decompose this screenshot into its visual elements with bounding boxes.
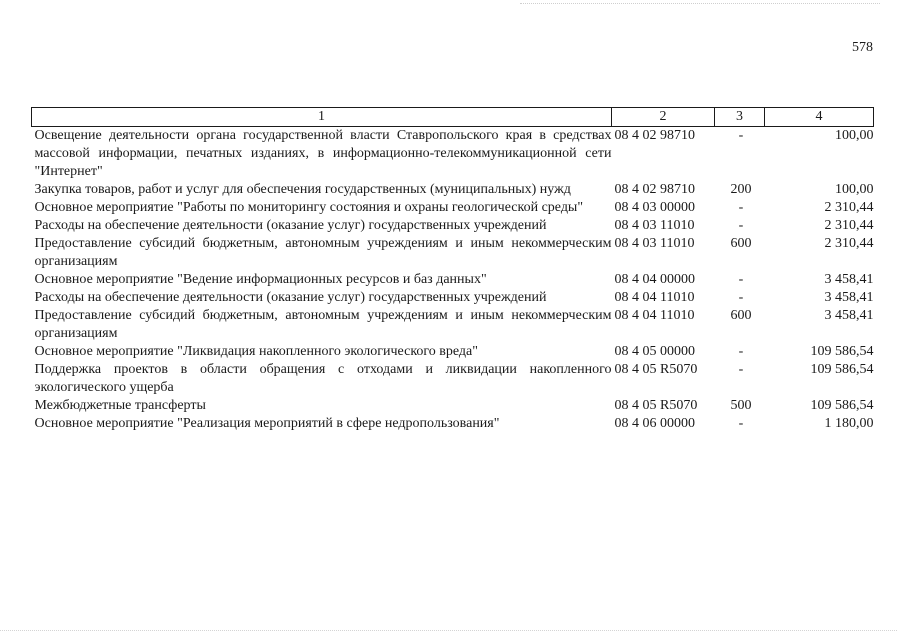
row-code: 08 4 03 00000: [614, 200, 695, 215]
row-amount: 109 586,54: [810, 344, 874, 359]
table-row: [32, 289, 874, 307]
budget-table: [31, 107, 874, 433]
row-amount: 100,00: [835, 128, 874, 143]
header-row: [32, 108, 874, 127]
row-code: 08 4 03 11010: [614, 218, 695, 233]
table-row: [32, 343, 874, 361]
row-expense-type: -: [738, 128, 744, 143]
row-expense-type: -: [738, 272, 744, 287]
row-code: 08 4 04 00000: [614, 272, 695, 287]
row-amount: 100,00: [835, 182, 874, 197]
row-expense-type: -: [738, 416, 744, 431]
row-expense-type: 500: [730, 398, 752, 413]
row-code: 08 4 04 11010: [614, 290, 695, 305]
header-col-4: 4: [765, 108, 874, 127]
row-name: Основное мероприятие "Работы по мониторингу состояния и охраны геологической среды": [34, 200, 584, 215]
page-number: 578: [852, 40, 873, 55]
row-expense-type: -: [738, 344, 744, 359]
header-col-2: 2: [612, 108, 715, 127]
row-code: 08 4 05 00000: [614, 344, 695, 359]
table-header: [32, 108, 874, 127]
row-amount: 3 458,41: [824, 290, 874, 305]
table-row: [32, 361, 874, 397]
row-expense-type: 600: [730, 308, 752, 323]
header-col-3: 3: [715, 108, 765, 127]
row-name: Закупка товаров, работ и услуг для обеспечения государственных (муниципальных) нужд: [34, 182, 571, 197]
row-name: Расходы на обеспечение деятельности (оказание услуг) государственных учреждений: [34, 218, 547, 233]
row-name: Предоставление субсидий бюджетным, автономным учреждениям и иным некоммерческим организациям: [34, 308, 612, 341]
row-name: Расходы на обеспечение деятельности (оказание услуг) государственных учреждений: [34, 290, 547, 305]
row-amount: 3 458,41: [824, 272, 874, 287]
row-code: 08 4 05 R5070: [614, 362, 698, 377]
row-code: 08 4 02 98710: [614, 182, 695, 197]
row-amount: 2 310,44: [824, 236, 874, 251]
table-row: [32, 271, 874, 289]
row-amount: 109 586,54: [810, 398, 874, 413]
row-expense-type: -: [738, 218, 744, 233]
table-row: [32, 235, 874, 271]
row-code: 08 4 03 11010: [614, 236, 695, 251]
table-row: [32, 397, 874, 415]
row-expense-type: -: [738, 200, 744, 215]
table-body: [32, 127, 874, 434]
row-name: Основное мероприятие "Ведение информационных ресурсов и баз данных": [34, 272, 487, 287]
header-col-1: 1: [32, 108, 612, 127]
row-expense-type: -: [738, 290, 744, 305]
row-amount: 2 310,44: [824, 200, 874, 215]
row-expense-type: -: [738, 362, 744, 377]
row-amount: 1 180,00: [824, 416, 874, 431]
table-row: [32, 307, 874, 343]
row-name: Основное мероприятие "Реализация мероприятий в сфере недропользования": [34, 416, 500, 431]
table-row: [32, 127, 874, 182]
row-code: 08 4 02 98710: [614, 128, 695, 143]
table-row: [32, 181, 874, 199]
row-amount: 3 458,41: [824, 308, 874, 323]
row-amount: 109 586,54: [810, 362, 874, 377]
row-name: Предоставление субсидий бюджетным, автономным учреждениям и иным некоммерческим организациям: [34, 236, 612, 269]
scan-edge-top: [520, 3, 880, 4]
row-name: Межбюджетные трансферты: [34, 398, 206, 413]
row-name: Освещение деятельности органа государственной власти Ставропольского края в средствах массовой информации, печатных изданиях, в информационно-телекоммуникационной сети "Интернет": [34, 128, 612, 179]
row-expense-type: 600: [730, 236, 752, 251]
table-row: [32, 415, 874, 433]
row-code: 08 4 04 11010: [614, 308, 695, 323]
row-amount: 2 310,44: [824, 218, 874, 233]
scan-edge-bottom: [0, 630, 897, 631]
row-code: 08 4 05 R5070: [614, 398, 698, 413]
table-row: [32, 217, 874, 235]
row-name: Поддержка проектов в области обращения с отходами и ликвидации накопленного экологического ущерба: [34, 362, 612, 395]
row-code: 08 4 06 00000: [614, 416, 695, 431]
row-expense-type: 200: [730, 182, 752, 197]
row-name: Основное мероприятие "Ликвидация накопленного экологического вреда": [34, 344, 478, 359]
table-row: [32, 199, 874, 217]
